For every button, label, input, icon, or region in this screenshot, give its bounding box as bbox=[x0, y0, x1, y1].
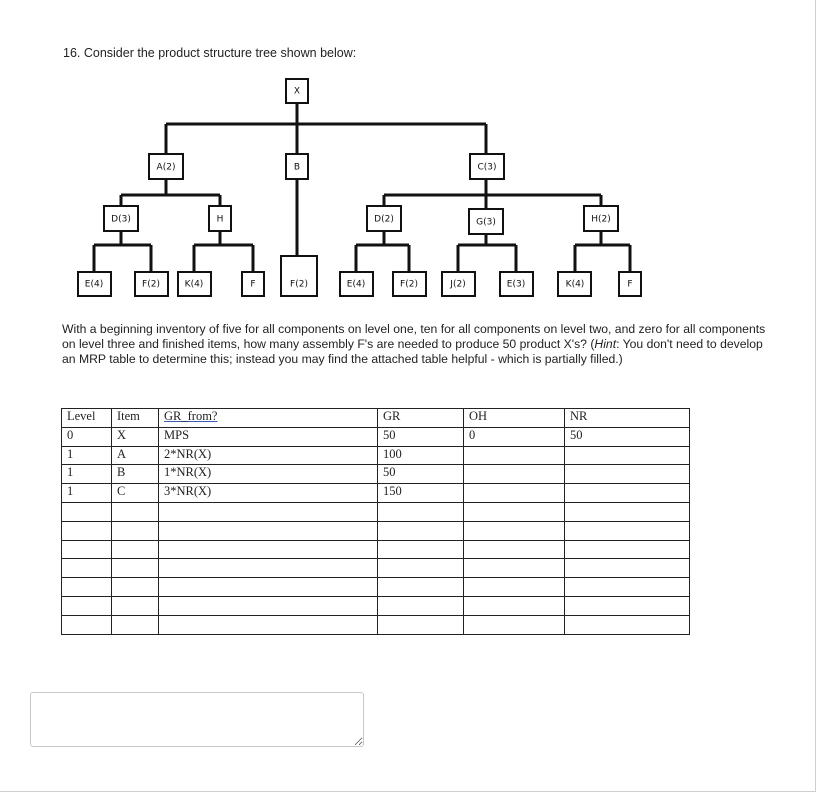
cell-gr-from: 3*NR(X) bbox=[159, 484, 378, 503]
tree-node-f2-left-label: F(2) bbox=[142, 279, 160, 290]
tree-node-f-right-label: F bbox=[627, 279, 633, 290]
cell-gr: 50 bbox=[378, 465, 464, 484]
cell-item bbox=[112, 578, 159, 597]
product-structure-tree bbox=[0, 0, 824, 300]
hint-label: Hint bbox=[594, 337, 617, 351]
table-row bbox=[62, 484, 690, 503]
tree-node-b bbox=[286, 154, 308, 179]
cell-gr bbox=[378, 540, 464, 559]
cell-nr: 50 bbox=[565, 427, 690, 446]
cell-item bbox=[112, 596, 159, 615]
cell-oh bbox=[464, 559, 565, 578]
cell-item bbox=[112, 502, 159, 521]
tree-node-e4-left-label: E(4) bbox=[84, 279, 104, 290]
cell-item: A bbox=[112, 446, 159, 465]
table-row bbox=[62, 578, 690, 597]
cell-gr bbox=[378, 578, 464, 597]
cell-item bbox=[112, 615, 159, 634]
cell-gr-from bbox=[159, 502, 378, 521]
table-header-row bbox=[62, 409, 690, 428]
header-nr: NR bbox=[565, 409, 690, 428]
tree-node-e3 bbox=[500, 272, 533, 296]
answer-input[interactable] bbox=[30, 692, 364, 747]
cell-item bbox=[112, 540, 159, 559]
tree-node-f2-left bbox=[135, 272, 168, 296]
cell-gr-from: MPS bbox=[159, 427, 378, 446]
question-paragraph bbox=[62, 322, 774, 367]
tree-node-h bbox=[209, 206, 231, 231]
tree-node-k4-left bbox=[178, 272, 211, 296]
cell-gr bbox=[378, 502, 464, 521]
cell-gr bbox=[378, 596, 464, 615]
question-text: With a beginning inventory of five for all components on level one, ten for all components on level two, and zero for all components on level three and finished items, how many assembly F's are needed to produce 50 product X's? ( bbox=[62, 322, 766, 351]
question-title: 16. Consider the product structure tree shown below: bbox=[63, 46, 357, 60]
tree-node-e4-left bbox=[78, 272, 111, 296]
tree-node-j2 bbox=[442, 272, 475, 296]
cell-gr: 50 bbox=[378, 427, 464, 446]
cell-gr: 100 bbox=[378, 446, 464, 465]
hint-text: : You don't need to develop an MRP table to determine this; instead you may find the attached table helpful - which is partially filled.) bbox=[62, 337, 763, 366]
cell-gr bbox=[378, 521, 464, 540]
tree-node-b-label: B bbox=[293, 162, 301, 173]
cell-item: C bbox=[112, 484, 159, 503]
cell-gr-from bbox=[159, 521, 378, 540]
cell-gr-from bbox=[159, 615, 378, 634]
tree-node-j2-label: J(2) bbox=[450, 279, 466, 290]
cell-level: 0 bbox=[62, 427, 112, 446]
tree-node-f-left-label: F bbox=[250, 279, 256, 290]
tree-node-g3-label: G(3) bbox=[476, 217, 496, 228]
table-row bbox=[62, 615, 690, 634]
tree-node-h-label: H bbox=[216, 214, 224, 225]
tree-node-a-label: A(2) bbox=[156, 162, 176, 173]
tree-node-k4-right bbox=[558, 272, 591, 296]
tree-connectors bbox=[94, 103, 630, 272]
table-row bbox=[62, 559, 690, 578]
cell-gr-from bbox=[159, 578, 378, 597]
cell-oh bbox=[464, 540, 565, 559]
tree-node-k4-right-label: K(4) bbox=[565, 279, 585, 290]
cell-item bbox=[112, 521, 159, 540]
cell-gr-from bbox=[159, 559, 378, 578]
mrp-table bbox=[61, 408, 690, 635]
tree-node-g3 bbox=[469, 209, 503, 234]
header-level: Level bbox=[62, 409, 112, 428]
cell-oh: 0 bbox=[464, 427, 565, 446]
cell-nr bbox=[565, 540, 690, 559]
cell-nr bbox=[565, 596, 690, 615]
cell-level bbox=[62, 559, 112, 578]
cell-level: 1 bbox=[62, 484, 112, 503]
tree-node-f-right bbox=[619, 272, 641, 296]
tree-node-e3-label: E(3) bbox=[506, 279, 526, 290]
cell-nr bbox=[565, 446, 690, 465]
cell-gr-from bbox=[159, 596, 378, 615]
table-row bbox=[62, 540, 690, 559]
tree-node-f2-under-b-label: F(2) bbox=[290, 279, 308, 290]
tree-node-h2-label: H(2) bbox=[591, 214, 611, 225]
tree-node-d2-label: D(2) bbox=[374, 214, 394, 225]
cell-nr bbox=[565, 465, 690, 484]
cell-oh bbox=[464, 578, 565, 597]
cell-level bbox=[62, 502, 112, 521]
cell-nr bbox=[565, 615, 690, 634]
tree-node-x-label: X bbox=[293, 86, 301, 97]
cell-level: 1 bbox=[62, 446, 112, 465]
tree-node-f2-right-label: F(2) bbox=[400, 279, 418, 290]
tree-node-h2 bbox=[584, 206, 618, 231]
cell-level bbox=[62, 578, 112, 597]
cell-oh bbox=[464, 521, 565, 540]
cell-nr bbox=[565, 578, 690, 597]
cell-oh bbox=[464, 446, 565, 465]
cell-gr: 150 bbox=[378, 484, 464, 503]
tree-node-f2-under-b bbox=[281, 256, 317, 296]
table-row bbox=[62, 446, 690, 465]
cell-oh bbox=[464, 465, 565, 484]
tree-node-e4-right bbox=[340, 272, 373, 296]
tree-node-d3 bbox=[104, 206, 138, 231]
cell-gr-from bbox=[159, 540, 378, 559]
header-item: Item bbox=[112, 409, 159, 428]
tree-node-c-label: C(3) bbox=[477, 162, 497, 173]
header-gr-from-label: GR_from? bbox=[164, 409, 218, 423]
table-row bbox=[62, 465, 690, 484]
cell-item: B bbox=[112, 465, 159, 484]
cell-item bbox=[112, 559, 159, 578]
table-row bbox=[62, 502, 690, 521]
cell-gr bbox=[378, 559, 464, 578]
cell-gr-from: 2*NR(X) bbox=[159, 446, 378, 465]
cell-oh bbox=[464, 596, 565, 615]
cell-level: 1 bbox=[62, 465, 112, 484]
cell-level bbox=[62, 615, 112, 634]
cell-item: X bbox=[112, 427, 159, 446]
cell-nr bbox=[565, 502, 690, 521]
tree-node-a bbox=[149, 154, 183, 179]
table-row bbox=[62, 427, 690, 446]
cell-nr bbox=[565, 521, 690, 540]
table-row bbox=[62, 521, 690, 540]
cell-level bbox=[62, 540, 112, 559]
cell-level bbox=[62, 596, 112, 615]
cell-level bbox=[62, 521, 112, 540]
tree-node-c bbox=[470, 154, 504, 179]
header-gr: GR bbox=[378, 409, 464, 428]
table-row bbox=[62, 596, 690, 615]
tree-node-f-left bbox=[242, 272, 264, 296]
tree-node-e4-right-label: E(4) bbox=[346, 279, 366, 290]
tree-node-d3-label: D(3) bbox=[111, 214, 131, 225]
header-oh: OH bbox=[464, 409, 565, 428]
cell-oh bbox=[464, 615, 565, 634]
header-gr-from bbox=[159, 409, 378, 428]
cell-oh bbox=[464, 484, 565, 503]
cell-nr bbox=[565, 484, 690, 503]
tree-node-f2-right bbox=[393, 272, 426, 296]
cell-gr-from: 1*NR(X) bbox=[159, 465, 378, 484]
tree-node-d2 bbox=[367, 206, 401, 231]
cell-nr bbox=[565, 559, 690, 578]
cell-gr bbox=[378, 615, 464, 634]
cell-oh bbox=[464, 502, 565, 521]
tree-node-k4-left-label: K(4) bbox=[184, 279, 204, 290]
tree-node-x bbox=[286, 79, 308, 103]
